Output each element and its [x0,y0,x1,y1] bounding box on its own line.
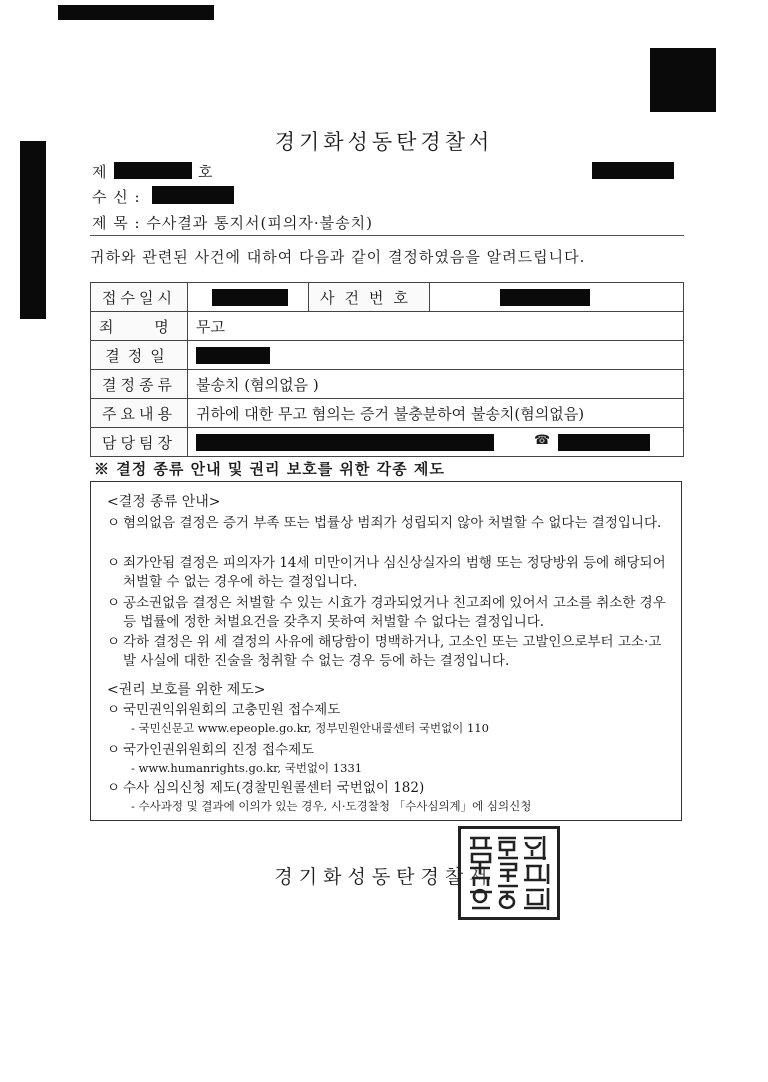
notice-heading: ※ 결정 종류 안내 및 권리 보호를 위한 각종 제도 [94,460,445,478]
table-row [91,370,684,399]
redaction-team-leader [196,434,494,451]
rights-protection-title: <권리 보호를 위한 제도> [107,682,266,698]
rights-item-main: 수사 심의신청 제도(경찰민원콜센터 국번없이 182) [123,780,425,796]
redaction-received-date [212,289,288,306]
list-item [107,633,667,671]
intro-sentence: 귀하와 관련된 사건에 대하여 다음과 같이 결정하였음을 알려드립니다. [90,248,586,266]
bullet-mark: ㅇ [107,780,121,796]
decision-type-text: 각하 결정은 위 세 결정의 사유에 해당함이 명백하거나, 고소인 또는 고발인으로부터 고소·고발 사실에 대한 진술을 청취할 수 없는 경우 등에 하는 결정입니다. [123,634,662,669]
table-row [91,341,684,370]
bullet-mark: ㅇ [107,742,121,758]
redaction-decision-date [196,347,270,364]
summary-label: 주요내용 [91,399,188,428]
table-row [91,312,684,341]
bullet-mark: ㅇ [107,595,121,611]
official-seal-stamp [458,826,560,920]
team-leader-label: 담당팀장 [91,428,188,457]
team-leader-value [188,428,684,457]
table-row [91,399,684,428]
decision-type-text: 혐의없음 결정은 증거 부족 또는 법률상 범죄가 성립되지 않아 처벌할 수 없다는 결정입니다. [123,515,662,531]
phone-icon: ☎ [534,433,551,448]
charge-label: 죄 명 [91,312,188,341]
rights-item-sub: - www.humanrights.go.kr, 국번없이 1331 [131,761,363,775]
bullet-mark: ㅇ [107,634,121,650]
redaction-header-right [592,162,674,179]
case-info-table [90,282,684,457]
list-item [107,779,667,815]
redaction-case-number [500,289,590,306]
list-item [107,554,667,592]
charge-value: 무고 [188,312,684,341]
case-number-label: 사건번호 [309,283,430,312]
bullet-mark: ㅇ [107,702,121,718]
document-title: 경기화성동탄경찰서 [274,130,494,154]
recipient-label: 수 신 : [92,188,141,206]
issuing-office: 경기화성동탄경찰서 [274,866,494,888]
summary-value: 귀하에 대한 무고 혐의는 증거 불충분하여 불송치(혐의없음) [188,399,684,428]
subject-line: 제 목 : 수사결과 통지서(피의자·불송치) [92,214,373,232]
rights-item-sub: - 수사과정 및 결과에 이의가 있는 경우, 시·도경찰청 「수사심의계」에 심의신청 [131,799,532,813]
bullet-mark: ㅇ [107,515,121,531]
decision-type-text: 죄가안됨 결정은 피의자가 14세 미만이거나 심신상실자의 범행 또는 정당방위 등에 해당되어 처벌할 수 없는 경우에 하는 결정입니다. [123,555,666,590]
decision-date-label: 결정일 [91,341,188,370]
bullet-mark: ㅇ [107,555,121,571]
list-item [107,701,667,737]
received-date-label: 접수일시 [91,283,188,312]
table-row [91,283,684,312]
decision-type-label: 결정종류 [91,370,188,399]
received-date-value [188,283,309,312]
rights-item-main: 국가인권위원회의 진정 접수제도 [123,742,315,758]
list-item [107,741,667,777]
decision-type-text: 공소권없음 결정은 처벌할 수 있는 시효가 경과되었거나 친고죄에 있어서 고소를 취소한 경우 등 법률에 정한 처벌요건을 갖추지 못하여 처벌할 수 없다는 결정입니다. [123,595,666,630]
redaction-top-right-corner [650,48,716,112]
subject-divider [90,235,684,236]
decision-type-value: 불송치 (혐의없음 ) [188,370,684,399]
redaction-document-number [114,162,192,179]
guide-box [90,481,682,821]
redaction-phone-number [558,434,650,451]
document-number-row [92,161,108,182]
number-prefix: 제 [92,163,108,181]
case-number-value [430,283,684,312]
decision-date-value [188,341,684,370]
redaction-top-header [58,5,214,20]
rights-item-sub: - 국민신문고 www.epeople.go.kr, 정부민원안내콜센터 국번없이 110 [131,721,489,735]
table-row [91,428,684,457]
redaction-left-margin [20,141,46,319]
seal-glyphs [464,832,554,914]
list-item [107,594,667,632]
decision-types-title: <결정 종류 안내> [107,494,221,510]
list-item [107,514,667,533]
rights-item-main: 국민권익위원회의 고충민원 접수제도 [123,702,341,718]
number-suffix: 호 [198,163,214,181]
redaction-recipient [152,186,234,204]
